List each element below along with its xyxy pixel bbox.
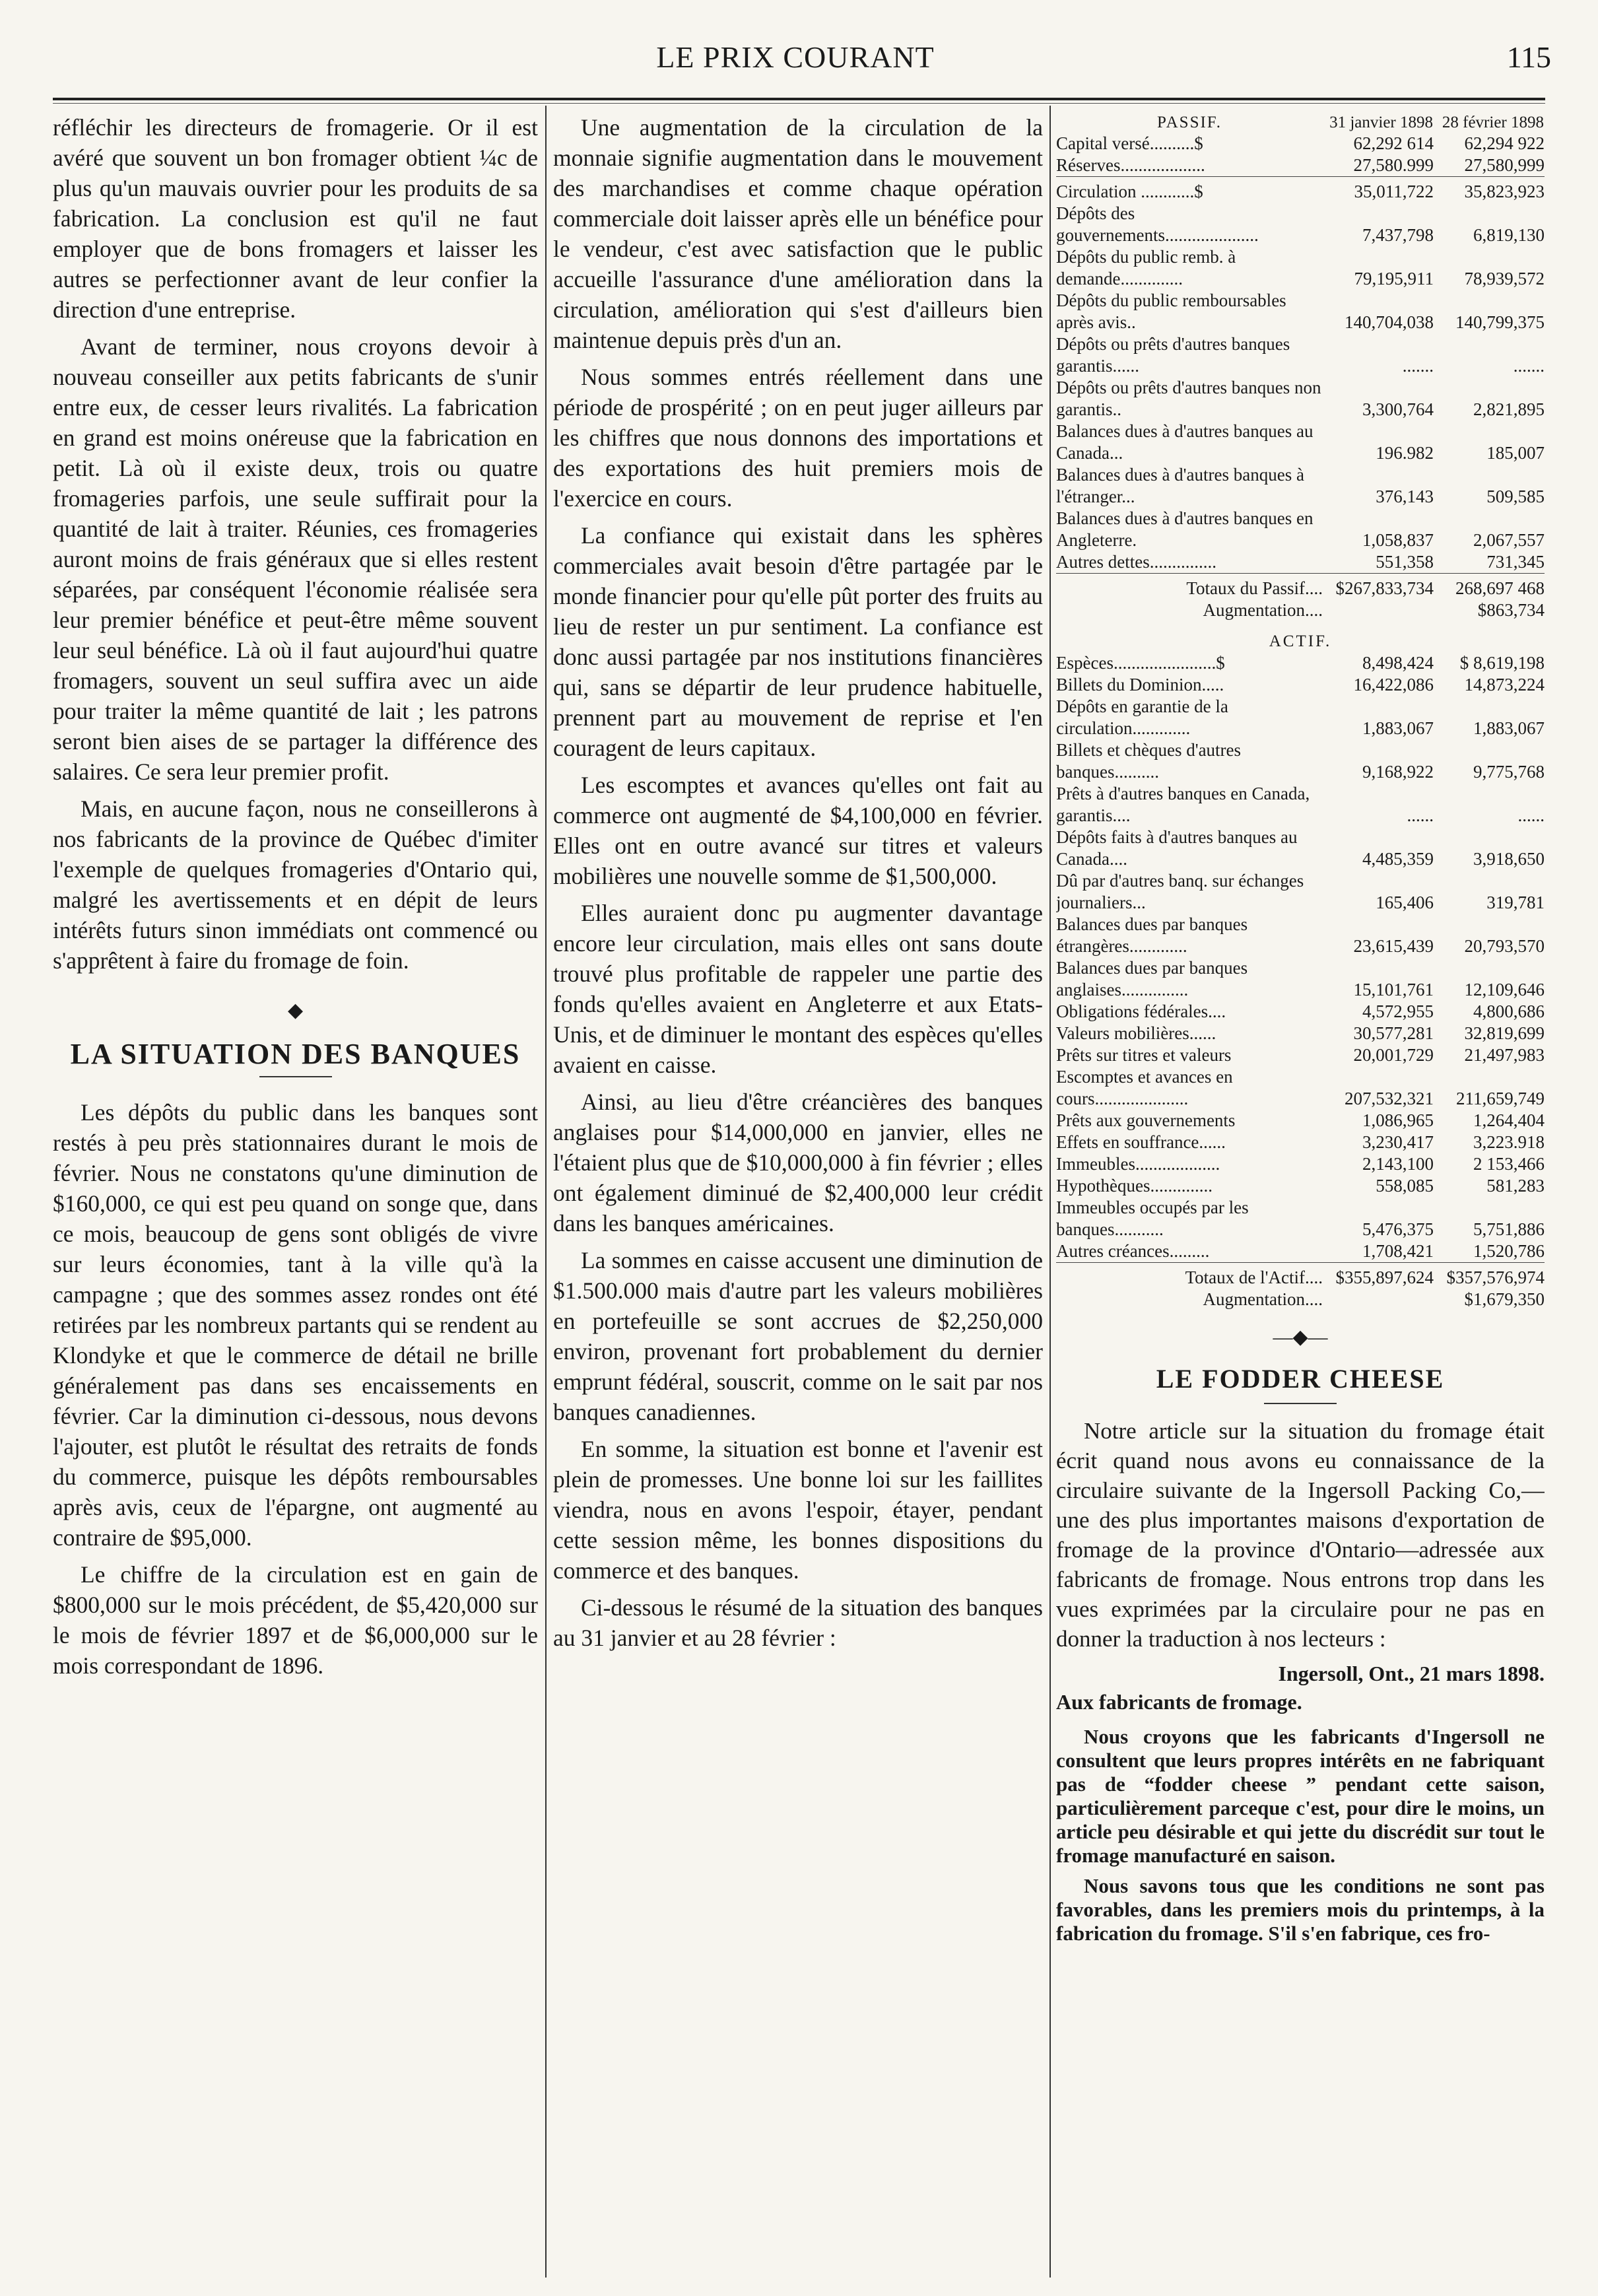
actif-row	[1056, 870, 1545, 914]
actif-row	[1056, 1240, 1545, 1263]
row-label: Hypothèques..............	[1056, 1176, 1213, 1196]
value-jan: 558,085	[1376, 1176, 1434, 1196]
row-label: Effets en souffrance......	[1056, 1132, 1226, 1152]
total-label: Totaux du Passif....	[1186, 578, 1323, 598]
paragraph: Notre article sur la situation du fromage était écrit quand nous avons eu connaissance de la circulaire suivante de la Ingersoll Packing Co,— une des plus importantes maisons d'exportation de fromage de la province d'Ontario—adressée aux fabricants de fromage. Nous entrons trop dans les vues exprimées par la circulaire pour ne pas en donner la traduction à nos lecteurs :	[1056, 1418, 1545, 1652]
actif-row	[1056, 1001, 1545, 1023]
value-jan: 23,615,439	[1353, 936, 1434, 956]
value-jan: 35,011,722	[1354, 182, 1434, 201]
value-jan: 207,532,321	[1345, 1089, 1434, 1108]
value-jan: 16,422,086	[1353, 675, 1434, 694]
value-jan: 30,577,281	[1353, 1023, 1434, 1043]
row-label: Dépôts du public remboursables après avis..	[1056, 290, 1286, 332]
value-jan: 62,292 614	[1353, 133, 1434, 153]
row-label: Billets du Dominion.....	[1056, 675, 1224, 694]
value-jan: 3,300,764	[1362, 399, 1434, 419]
paragraph: Une augmentation de la circulation de la monnaie signifie augmentation dans le mouvement des marchandises et comme chaque opération commerciale doit laisser après elle un bénéfice pour le vendeur, c'est avec satisfaction que le public accueille l'assurance d'une amélioration dans la circulation, amélioration qui s'est d'ailleurs bien maintenue depuis près d'un an.	[553, 114, 1043, 353]
value-jan: 5,476,375	[1362, 1219, 1434, 1239]
paragraph: Les escomptes et avances qu'elles ont fait au commerce ont augmenté de $4,100,000 en février. Elles ont en outre avancé sur titres et valeurs mobilières une nouvelle somme de $1,500,000.	[553, 772, 1043, 889]
paragraph: En somme, la situation est bonne et l'avenir est plein de promesses. Une bonne loi sur les faillites viendra, nous en avons l'espoir, étayer, pendant cette session même, les bonnes dispositions du commerce et des banques.	[553, 1436, 1043, 1584]
value-jan: 3,230,417	[1362, 1132, 1434, 1152]
value-jan: ......	[1407, 805, 1434, 825]
row-label: Billets et chèques d'autres banques..........	[1056, 740, 1242, 782]
value-feb: 1,520,786	[1473, 1241, 1545, 1261]
value-jan: 196.982	[1376, 443, 1434, 463]
value-jan: 165,406	[1376, 893, 1434, 912]
value-feb: 185,007	[1486, 443, 1545, 463]
value-feb: $ 8,619,198	[1459, 653, 1545, 673]
newspaper-title: LE PRIX COURANT	[656, 40, 935, 74]
actif-row	[1056, 957, 1545, 1001]
value-feb: 3,918,650	[1473, 849, 1545, 869]
paragraph: Elles auraient donc pu augmenter davantage encore leur circulation, mais elles ont sans doute trouvé plus profitable de rappeler une partie des fonds qu'elles avaient en Angleterre et aux Etats-Unis, et de diminuer le montant des espèces qu'elles avaient en caisse.	[553, 900, 1043, 1078]
row-label: Dépôts ou prêts d'autres banques garantis......	[1056, 334, 1290, 376]
page-number: 115	[1506, 40, 1551, 74]
augmentation-feb: $1,679,350	[1464, 1289, 1545, 1309]
passif-row	[1056, 464, 1545, 508]
passif-row	[1056, 421, 1545, 464]
row-label: Dépôts ou prêts d'autres banques non garantis..	[1056, 378, 1321, 419]
passif-row	[1056, 333, 1545, 377]
value-jan: 79,195,911	[1354, 269, 1434, 288]
row-label: Dépôts en garantie de la circulation.............	[1056, 696, 1228, 738]
value-feb: .......	[1513, 356, 1545, 376]
total-jan: $267,833,734	[1335, 578, 1434, 598]
section-title: LE FODDER CHEESE	[1156, 1364, 1445, 1394]
actif-row	[1056, 739, 1545, 783]
row-label: Réserves...................	[1056, 155, 1205, 175]
value-feb: 1,883,067	[1473, 718, 1545, 738]
row-label: Balances dues par banques anglaises...............	[1056, 958, 1248, 999]
value-jan: 1,086,965	[1362, 1110, 1434, 1130]
header-rule	[53, 98, 1545, 100]
actif-row	[1056, 1175, 1545, 1197]
letter-paragraph: Nous croyons que les fabricants d'Ingersoll ne consultent que leurs propres intérêts en ne fabriquant pas de “fodder cheese ” pendant cette saison, particulièrement parceque c'est, pour dire le moins, un article peu désirable et qui jette du discrédit sur tout le fromage manufacturé en saison.	[1056, 1725, 1545, 1867]
value-feb: 2,067,557	[1473, 530, 1545, 550]
value-feb: 5,751,886	[1473, 1219, 1545, 1239]
paragraph: Nous sommes entrés réellement dans une période de prospérité ; on en peut juger ailleurs par les chiffres que nous donnons des importations et des exportations des huit premiers mois de l'exercice en cours.	[553, 364, 1043, 512]
value-jan: 9,168,922	[1362, 762, 1434, 782]
value-feb: 581,283	[1486, 1176, 1545, 1196]
total-feb: 268,697 468	[1455, 578, 1545, 598]
value-feb: 21,497,983	[1464, 1045, 1545, 1065]
value-feb: 9,775,768	[1473, 762, 1545, 782]
row-label: Dépôts faits à d'autres banques au Canada....	[1056, 827, 1298, 869]
value-jan: 7,437,798	[1362, 225, 1434, 245]
row-label: Immeubles occupés par les banques...........	[1056, 1198, 1249, 1239]
actif-row	[1056, 652, 1545, 674]
row-label: Dépôts du public remb. à demande..............	[1056, 247, 1236, 288]
column-2	[553, 112, 1043, 2271]
letter-paragraph: Nous savons tous que les conditions ne sont pas favorables, dans les premiers mois du printemps, à la fabrication du fromage. S'il s'en fabrique, ces fro-	[1056, 1874, 1545, 1945]
actif-row	[1056, 783, 1545, 827]
value-feb: 140,799,375	[1455, 312, 1545, 332]
section-rule	[1264, 1403, 1337, 1404]
value-feb: 6,819,130	[1473, 225, 1545, 245]
paragraph: Ci-dessous le résumé de la situation des banques au 31 janvier et au 28 février :	[553, 1594, 1043, 1651]
paragraph: La sommes en caisse accusent une diminution de $1.500.000 mais d'autre part les valeurs mobilières en portefeuille se sont accrues de $2,250,000 environ, provenant fort probablement du dernier emprunt fédéral, souscrit, comme on le sait par nos banques canadiennes.	[553, 1247, 1043, 1425]
page-header	[40, 26, 1551, 79]
passif-row	[1056, 508, 1545, 551]
passif-total-row	[1056, 578, 1545, 599]
value-feb: 27,580,999	[1464, 155, 1545, 175]
value-jan: 1,708,421	[1362, 1241, 1434, 1261]
header-rule-thin	[53, 103, 1545, 104]
paragraph: Les dépôts du public dans les banques sont restés à peu près stationnaires durant le mois de février. Nous ne constatons qu'une diminution de $160,000, ce qui est peu quand on songe que, dans ce mois, beaucoup de gens sont obligés de vivre sur leurs économies, tant à la ville qu'à la campagne ; que des sommes assez rondes ont été retirées par les nombreux partants qui se rendent au Klondyke et que le commerce de détail ne brille généralement pas dans ses encaissements en février. Car la diminution ci-dessous, nous devons l'ajouter, est plutôt le résultat des retraits de fonds du commerce, puisque les dépôts remboursables après avis, ceux de l'épargne, ont augmenté au contraire de $95,000.	[53, 1099, 538, 1551]
value-feb: 32,819,699	[1464, 1023, 1545, 1043]
actif-row	[1056, 1023, 1545, 1044]
total-label: Totaux de l'Actif....	[1185, 1267, 1323, 1287]
row-label: Capital versé..........$	[1056, 133, 1203, 153]
row-label: Dépôts des gouvernements.....................	[1056, 203, 1259, 245]
passif-row	[1056, 290, 1545, 333]
column-1	[53, 112, 538, 2271]
row-label: Immeubles...................	[1056, 1154, 1220, 1174]
column-divider	[545, 106, 547, 2278]
column-3	[1056, 112, 1545, 2271]
value-jan: 4,572,955	[1362, 1001, 1434, 1021]
paragraph: Le chiffre de la circulation est en gain de $800,000 sur le mois précédent, de $5,420,000 sur le mois de février 1897 et de $6,000,000 sur le mois correspondant de 1896.	[53, 1561, 538, 1679]
actif-row	[1056, 827, 1545, 870]
value-jan: 4,485,359	[1362, 849, 1434, 869]
value-jan: 27,580.999	[1353, 155, 1434, 175]
value-feb: 12,109,646	[1464, 980, 1545, 999]
augmentation-label: Augmentation....	[1203, 600, 1323, 620]
actif-row	[1056, 674, 1545, 696]
paragraph: La confiance qui existait dans les sphères commerciales avait besoin d'être partagée par le monde financier pour qu'elle pût porter des fruits au lieu de rester un pur sentiment. La confiance est donc aussi partagée par nos institutions financières qui, sans se départir de leur prudence habituelle, prennent part au mouvement de reprise et l'en couragent de leurs capitaux.	[553, 522, 1043, 761]
value-feb: 2 153,466	[1473, 1154, 1545, 1174]
value-feb: 211,659,749	[1456, 1089, 1545, 1108]
value-jan: 376,143	[1376, 487, 1434, 506]
row-label: Obligations fédérales....	[1056, 1001, 1226, 1021]
row-label: Circulation ............$	[1056, 182, 1203, 201]
paragraph: Avant de terminer, nous croyons devoir à nouveau conseiller aux petits fabricants de s'unir entre eux, de cesser leurs rivalités. La fabrication en grand est moins onéreuse que la fabrication en petit. Là où il existe deux, trois ou quatre fromageries parfois, une seule suffirait pour la quantité de lait à traiter. Réunies, ces fromageries auront moins de frais généraux que si elles restent séparées, par conséquent l'économie réalisée sera leur premier bénéfice et peut-être même souvent leur seul bénéfice. Là où il faut aujourd'hui quatre fromagers, souvent un seul suffira avec un aide pour traiter la même quantité de lait ; les patrons seront bien aises de se partager la différence des salaires. Ce sera leur premier profit.	[53, 333, 538, 785]
passif-header: PASSIF.	[1157, 114, 1222, 131]
section-title: LA SITUATION DES BANQUES	[70, 1038, 521, 1070]
value-jan: 140,704,038	[1345, 312, 1434, 332]
actif-row	[1056, 1044, 1545, 1066]
augmentation-jan	[1323, 599, 1434, 621]
actif-row	[1056, 1153, 1545, 1175]
value-feb: 1,264,404	[1473, 1110, 1545, 1130]
value-feb: 4,800,686	[1473, 1001, 1545, 1021]
letter-dateline: Ingersoll, Ont., 21 mars 1898.	[1278, 1662, 1545, 1685]
value-feb: 3,223.918	[1473, 1132, 1545, 1152]
actif-total-row	[1056, 1267, 1545, 1289]
row-label: Prêts aux gouvernements	[1056, 1110, 1236, 1130]
actif-row	[1056, 1197, 1545, 1240]
actif-row	[1056, 1131, 1545, 1153]
passif-row	[1056, 181, 1545, 203]
row-label: Autres dettes...............	[1056, 552, 1216, 572]
augmentation-label: Augmentation....	[1203, 1289, 1323, 1309]
passif-row	[1056, 246, 1545, 290]
value-jan: 1,883,067	[1362, 718, 1434, 738]
value-jan: 551,358	[1376, 552, 1434, 572]
value-feb: 509,585	[1486, 487, 1545, 506]
total-feb: $357,576,974	[1446, 1267, 1545, 1287]
column-header-jan: 31 janvier 1898	[1329, 114, 1433, 131]
actif-row	[1056, 1110, 1545, 1131]
bank-statement-table	[1056, 112, 1545, 1310]
value-feb: ......	[1517, 805, 1545, 825]
row-label: Prêts à d'autres banques en Canada, garantis....	[1056, 784, 1310, 825]
letter-salutation: Aux fabricants de fromage.	[1056, 1690, 1302, 1714]
passif-row	[1056, 203, 1545, 246]
value-jan: 8,498,424	[1362, 653, 1434, 673]
augmentation-jan	[1323, 1289, 1434, 1310]
actif-augmentation-row	[1056, 1289, 1545, 1310]
passif-row	[1056, 154, 1545, 177]
column-divider	[1049, 106, 1051, 2278]
value-jan: .......	[1402, 356, 1434, 376]
row-label: Balances dues à d'autres banques au Canada...	[1056, 421, 1314, 463]
actif-header: ACTIF.	[1269, 632, 1332, 650]
value-feb: 14,873,224	[1464, 675, 1545, 694]
row-label: Balances dues par banques étrangères.............	[1056, 914, 1248, 956]
value-feb: 731,345	[1486, 552, 1545, 572]
passif-row	[1056, 551, 1545, 574]
augmentation-feb: $863,734	[1477, 600, 1545, 620]
row-label: Prêts sur titres et valeurs	[1056, 1045, 1232, 1065]
actif-row	[1056, 914, 1545, 957]
value-feb: 20,793,570	[1464, 936, 1545, 956]
row-label: Escomptes et avances en cours.....................	[1056, 1067, 1233, 1108]
paragraph: Mais, en aucune façon, nous ne conseillerons à nos fabricants de la province de Québec d'imiter l'exemple de quelques fromageries d'Ontario qui, malgré les avertissements et en dépit de leurs intérêts futurs sinon immédiats ont commencé ou s'apprêtent à faire du fromage de foin.	[53, 795, 538, 974]
passif-row	[1056, 133, 1545, 154]
row-label: Dû par d'autres banq. sur échanges journaliers...	[1056, 871, 1304, 912]
actif-row	[1056, 696, 1545, 739]
value-jan: 1,058,837	[1362, 530, 1434, 550]
value-jan: 20,001,729	[1353, 1045, 1434, 1065]
passif-row	[1056, 377, 1545, 421]
row-label: Balances dues à d'autres banques à l'étranger...	[1056, 465, 1304, 506]
value-jan: 2,143,100	[1362, 1154, 1434, 1174]
value-feb: 319,781	[1486, 893, 1545, 912]
value-feb: 62,294 922	[1464, 133, 1545, 153]
separator-ornament: —◆—	[1273, 1326, 1328, 1348]
value-feb: 78,939,572	[1464, 269, 1545, 288]
total-jan: $355,897,624	[1335, 1267, 1434, 1287]
row-label: Balances dues à d'autres banques en Angleterre.	[1056, 508, 1314, 550]
row-label: Espèces.......................$	[1056, 653, 1225, 673]
row-label: Valeurs mobilières......	[1056, 1023, 1216, 1043]
paragraph: Ainsi, au lieu d'être créancières des banques anglaises pour $14,000,000 en janvier, elles ne l'étaient plus que de $10,000,000 à fin février ; elles ont également diminué de $2,400,000 leur crédit dans les banques américaines.	[553, 1089, 1043, 1236]
value-feb: 35,823,923	[1464, 182, 1545, 201]
paragraph: réfléchir les directeurs de fromagerie. Or il est avéré que souvent un bon fromager obtient ¼c de plus qu'un mauvais ouvrier pour les produits de sa fabrication. La conclusion est qu'il ne faut employer que de bons fromagers et laisser les autres se perfectionner avant de leur confier la direction d'une entreprise.	[53, 114, 538, 323]
separator-ornament: ◆	[287, 999, 304, 1021]
value-jan: 15,101,761	[1353, 980, 1434, 999]
row-label: Autres créances.........	[1056, 1241, 1210, 1261]
passif-augmentation-row	[1056, 599, 1545, 621]
section-rule	[259, 1076, 332, 1077]
actif-row	[1056, 1066, 1545, 1110]
column-header-feb: 28 février 1898	[1442, 114, 1544, 131]
value-feb: 2,821,895	[1473, 399, 1545, 419]
